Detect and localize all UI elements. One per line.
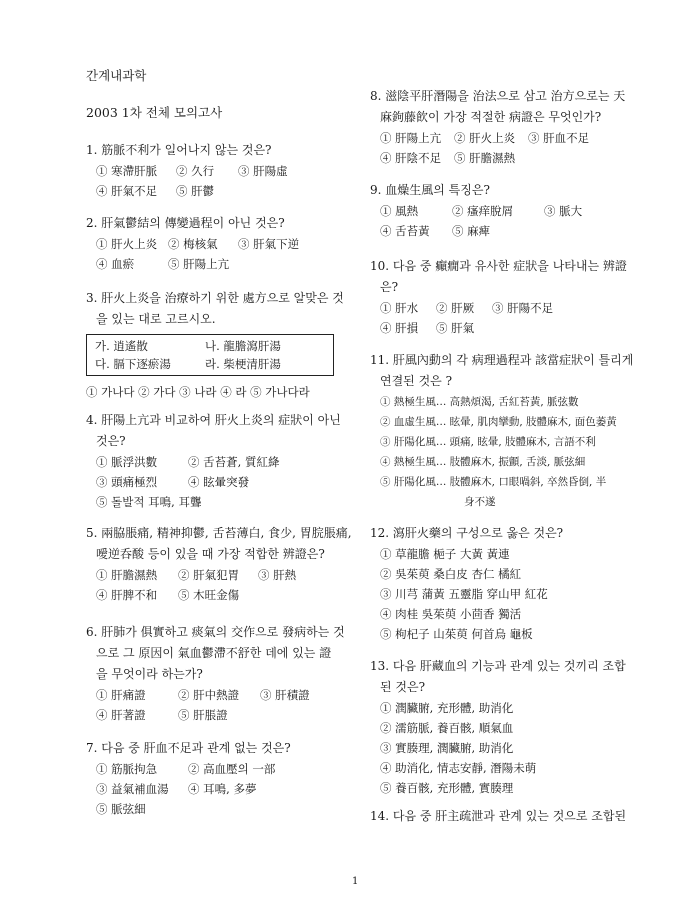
question-stem: 6. 肝肺가 俱實하고 痰氣의 交作으로 發病하는 것: [86, 625, 345, 639]
option: ③ 頭痛極烈: [96, 475, 158, 489]
option: ④ 肝陰不足: [380, 151, 442, 165]
box-item: 라. 柴梗清肝湯: [205, 357, 281, 371]
question-stem-cont: 것은?: [96, 434, 126, 448]
question-6: [86, 622, 358, 725]
option: ① 草龍膽 梔子 大黃 黃連: [380, 547, 510, 561]
option: ④ 熱極生風… 肢體麻木, 振顫, 舌淡, 脈弦細: [380, 456, 586, 468]
option: ⑤ 脈弦細: [96, 802, 146, 816]
option: ② 肝厥: [436, 301, 475, 315]
question-stem: 1. 筋脈不利가 일어나지 않는 것은?: [86, 143, 272, 157]
option: ④ 肝脾不和: [96, 588, 158, 602]
question-1: [86, 140, 358, 201]
option: ② 高血壓의 一部: [188, 762, 276, 776]
question-stem: 2. 肝氣鬱結의 傳變過程이 아닌 것은?: [86, 216, 285, 230]
option: ④ 助消化, 情志安靜, 潛陽未萌: [380, 761, 537, 775]
question-12: [370, 523, 640, 644]
option: ① 肝膽濕熱: [96, 568, 158, 582]
question-stem: 8. 滋陰平肝潛陽을 治法으로 삼고 治方으로는 天: [370, 89, 626, 103]
option-cont: 身不遂: [464, 496, 496, 508]
option: ④ 肝著證: [96, 708, 146, 722]
question-stem-cont: 은?: [380, 280, 399, 294]
answer-options: ① 가나다 ② 가다 ③ 나라 ④ 라 ⑤ 가나다라: [86, 385, 310, 399]
question-stem: 14. 다음 중 肝主疏泄과 관계 있는 것으로 조합된: [370, 809, 627, 823]
option: ② 舌苔蒼, 質紅絳: [188, 455, 280, 469]
option: ② 吳茱萸 桑白皮 杏仁 橘紅: [380, 567, 522, 581]
question-stem-cont: 을 있는 대로 고르시오.: [96, 312, 216, 326]
option: ⑤ 麻痺: [452, 224, 491, 238]
option: ⑤ 肝脹證: [178, 708, 228, 722]
question-11: [370, 350, 640, 512]
option: ③ 肝氣下逆: [238, 237, 300, 251]
option: ② 瘙痒脫屑: [452, 204, 514, 218]
option: ② 肝火上炎: [454, 131, 516, 145]
question-2: [86, 213, 358, 274]
option: ⑤ 木旺金傷: [178, 588, 240, 602]
option: ③ 肝陽虛: [238, 164, 288, 178]
question-8: [370, 86, 640, 168]
option: ③ 益氣補血湯: [96, 782, 169, 796]
question-stem: 4. 肝陽上亢과 비교하여 肝火上炎의 症狀이 아닌: [86, 413, 341, 427]
option: ② 濡筋脈, 養百骸, 順氣血: [380, 721, 514, 735]
question-stem: 12. 瀉肝火藥의 구성으로 옳은 것은?: [370, 526, 564, 540]
option: ③ 實腠理, 潤臟腑, 助消化: [380, 741, 514, 755]
question-stem: 7. 다음 중 肝血不足과 관계 없는 것은?: [86, 741, 291, 755]
option: ⑤ 돌발적 耳鳴, 耳聾: [96, 495, 202, 509]
question-stem: 11. 肝風內動의 각 病理過程과 該當症狀이 틀리게: [370, 353, 634, 367]
option: ⑤ 枸杞子 山茱萸 何首烏 龜板: [380, 627, 533, 641]
option: ① 筋脈拘急: [96, 762, 158, 776]
option: ③ 肝陽不足: [492, 301, 554, 315]
option: ④ 肝損: [380, 321, 419, 335]
question-stem: 9. 血燥生風의 특징은?: [370, 183, 490, 197]
option: ① 肝火上炎: [96, 237, 158, 251]
question-9: [370, 180, 640, 241]
question-7: [86, 738, 358, 819]
option: ④ 眩暈突發: [188, 475, 250, 489]
option: ④ 舌苔黃: [380, 224, 430, 238]
option: ④ 肝氣不足: [96, 184, 158, 198]
question-stem: 10. 다음 중 癲癇과 유사한 症狀을 나타내는 辨證: [370, 259, 627, 273]
option: ① 肝陽上亢: [380, 131, 442, 145]
option: ① 脈浮洪數: [96, 455, 158, 469]
question-14: [370, 806, 640, 827]
option: ⑤ 肝膽濕熱: [454, 151, 516, 165]
option: ② 肝氣犯胃: [178, 568, 240, 582]
question-stem: 5. 兩脇脹痛, 精神抑鬱, 舌苔薄白, 食少, 胃脘脹痛,: [86, 526, 352, 540]
option: ① 肝痛證: [96, 688, 146, 702]
box-item: 나. 龍膽瀉肝湯: [205, 339, 281, 353]
option: ⑤ 肝陽上亢: [168, 257, 230, 271]
header-subtitle: 2003 1차 전체 모의고사: [86, 105, 223, 120]
option: ⑤ 肝陽化風… 肢體麻木, 口眼喎斜, 卒然昏倒, 半: [380, 476, 607, 488]
question-stem: 3. 肝火上炎을 治療하기 위한 處方으로 알맞은 것: [86, 291, 344, 305]
option: ② 久行: [176, 164, 215, 178]
option: ③ 肝血不足: [528, 131, 590, 145]
option: ① 肝水: [380, 301, 419, 315]
question-stem-cont: 연결된 것은 ?: [380, 374, 453, 388]
option: ③ 肝熱: [258, 568, 297, 582]
question-stem-cont: 으로 그 原因이 氣血鬱滯不舒한 데에 있는 證: [96, 646, 332, 660]
box-item: 다. 膈下逐瘀湯: [95, 357, 171, 371]
option: ③ 脈大: [544, 204, 583, 218]
question-10: [370, 256, 640, 338]
question-5: [86, 523, 358, 605]
option: ② 梅核氣: [168, 237, 218, 251]
option: ③ 肝積證: [260, 688, 310, 702]
question-4: [86, 410, 358, 512]
question-3: [86, 288, 358, 402]
option: ④ 肉桂 吳茱萸 小茴香 獨活: [380, 607, 522, 621]
question-stem-cont: 을 무엇이라 하는가?: [96, 667, 203, 681]
option: ⑤ 肝氣: [436, 321, 475, 335]
option: ② 血虛生風… 眩暈, 肌肉攣動, 肢體麻木, 面色萎黃: [380, 416, 617, 428]
option: ⑤ 養百骸, 充形體, 實腠理: [380, 781, 514, 795]
option: ① 風熱: [380, 204, 419, 218]
option: ④ 耳鳴, 多夢: [188, 782, 257, 796]
box-item: 가. 逍遙散: [95, 339, 148, 353]
page-number: 1: [352, 876, 359, 887]
question-stem-cont: 麻鉤藤飮이 가장 적절한 病證은 무엇인가?: [380, 110, 602, 124]
option: ① 熱極生風… 高熱煩渴, 舌紅苔黃, 脈弦數: [380, 396, 579, 408]
option: ③ 肝陽化風… 頭痛, 眩暈, 肢體麻木, 言語不利: [380, 436, 596, 448]
option: ④ 血瘀: [96, 257, 135, 271]
question-stem: 13. 다음 肝藏血의 기능과 관계 있는 것끼리 조합: [370, 659, 626, 673]
option: ③ 川芎 蒲黃 五靈脂 穿山甲 紅花: [380, 587, 548, 601]
option: ② 肝中熱證: [178, 688, 240, 702]
question-stem-cont: 噯逆呑酸 등이 있을 때 가장 적합한 辨證은?: [96, 547, 325, 561]
option: ① 潤臟腑, 充形體, 助消化: [380, 701, 514, 715]
question-13: [370, 656, 640, 798]
question-stem-cont: 된 것은?: [380, 680, 426, 694]
option: ⑤ 肝鬱: [176, 184, 215, 198]
choices-box: [86, 334, 334, 376]
header-title: 간계내과학: [86, 68, 147, 83]
option: ① 寒滯肝脈: [96, 164, 158, 178]
